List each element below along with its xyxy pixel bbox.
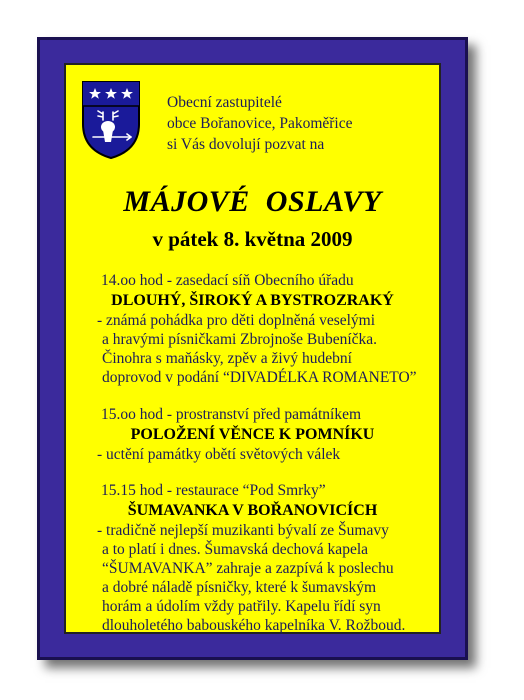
event-description-line: - tradičně nejlepší muzikanti bývalí ze Šumavy xyxy=(97,522,389,539)
invitation-header xyxy=(167,92,437,155)
event-description-line: “ŠUMAVANKA” zahraje a zazpívá k poslechu xyxy=(102,560,394,577)
event-description-line: a dobré náladě písničky, které k šumavským xyxy=(102,579,377,596)
event-3 xyxy=(66,481,439,635)
event-title: MÁJOVÉ OSLAVY xyxy=(123,185,382,218)
coat-of-arms-icon xyxy=(81,80,141,160)
event-description-line: - známá pohádka pro děti doplněná veselými xyxy=(97,312,376,329)
event-2 xyxy=(66,405,439,464)
event-time-place: 15.15 hod - restaurace “Pod Smrky” xyxy=(101,482,326,499)
event-time-place: 15.oo hod - prostranství před památníkem xyxy=(101,406,362,423)
event-1 xyxy=(66,271,439,387)
event-description-line: a to platí i dnes. Šumavská dechová kapela xyxy=(102,541,369,558)
header-line: obce Bořanovice, Pakoměřice xyxy=(167,115,353,132)
event-time-place: 14.oo hod - zasedací síň Obecního úřadu xyxy=(101,272,354,289)
poster-frame xyxy=(37,37,468,660)
event-name: POLOŽENÍ VĚNCE K POMNÍKU xyxy=(130,426,375,443)
header-line: Obecní zastupitelé xyxy=(167,94,282,111)
event-description-line: - uctění památky obětí světových válek xyxy=(97,446,341,463)
event-description-line: Činohra s maňásky, zpěv a živý hudební xyxy=(102,350,352,367)
event-description-line: horám a údolím vždy patřily. Kapelu řídí syn xyxy=(102,598,381,615)
event-name: ŠUMAVANKA V BOŘANOVICÍCH xyxy=(127,502,378,519)
event-name: DLOUHÝ, ŠIROKÝ A BYSTROZRAKÝ xyxy=(111,292,394,309)
header-line: si Vás dovolují pozvat na xyxy=(167,136,325,153)
event-description-line: a hravými písničkami Zbrojnoše Bubeníčka. xyxy=(102,331,378,348)
event-description-line: doprovod v podání “DIVADÉLKA ROMANETO” xyxy=(102,369,417,386)
event-description-line: dlouholetého babouského kapelníka V. Rožboud. xyxy=(102,617,406,634)
event-date: v pátek 8. května 2009 xyxy=(152,227,353,251)
invitation-poster xyxy=(64,63,441,634)
